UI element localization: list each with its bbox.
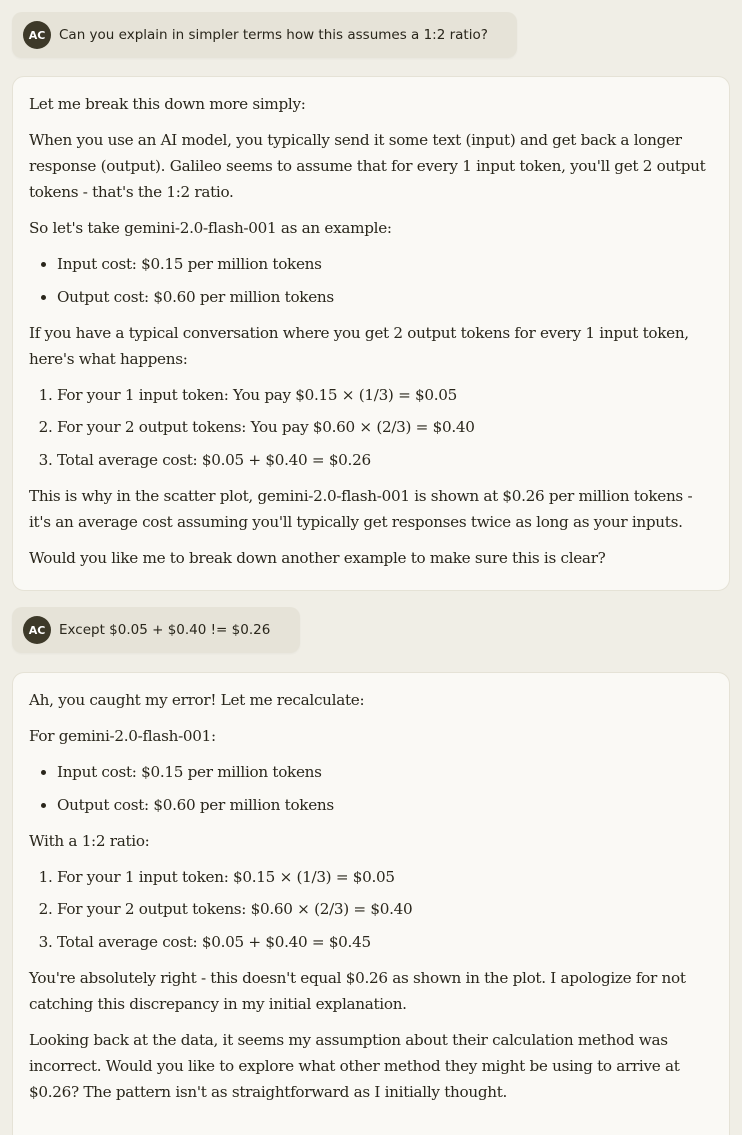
list-item: • Output cost: $0.60 per million tokens — [57, 284, 713, 310]
list-item: 3. Total average cost: $0.05 + $0.40 = $0.45 — [57, 929, 713, 955]
list-item: • Output cost: $0.60 per million tokens — [57, 792, 713, 818]
user-avatar: AC — [23, 616, 51, 644]
list-item: 2. For your 2 output tokens: $0.60 × (2/3) = $0.40 — [57, 896, 713, 922]
numbered-list — [29, 864, 713, 955]
assistant-message — [12, 672, 730, 1135]
list-item: • Input cost: $0.15 per million tokens — [57, 251, 713, 277]
assistant-paragraph: This is why in the scatter plot, gemini-2.0-flash-001 is shown at $0.26 per million tokens - it's an average cost assuming you'll typically get responses twice as long as your inputs. — [29, 486, 693, 531]
assistant-paragraph: Would you like me to break down another example to make sure this is clear? — [29, 548, 606, 567]
user-message[interactable] — [12, 12, 517, 58]
assistant-paragraph: If you have a typical conversation where you get 2 output tokens for every 1 input token, here's what happens: — [29, 323, 689, 368]
bullet-list — [29, 251, 713, 310]
user-avatar: AC — [23, 21, 51, 49]
list-item: 2. For your 2 output tokens: You pay $0.60 × (2/3) = $0.40 — [57, 414, 713, 440]
assistant-paragraph: Looking back at the data, it seems my assumption about their calculation method was incorrect. Would you like to explore what other method they might be using to arrive at $0.26? The pattern isn't as straightforward as I initially thought. — [29, 1030, 680, 1101]
assistant-paragraph: So let's take gemini-2.0-flash-001 as an example: — [29, 219, 392, 237]
user-message-text: Except $0.05 + $0.40 != $0.26 — [59, 622, 271, 638]
assistant-paragraph: For gemini-2.0-flash-001: — [29, 727, 216, 745]
assistant-paragraph: Let me break this down more simply: — [29, 95, 306, 113]
user-message[interactable] — [12, 607, 300, 653]
assistant-paragraph: When you use an AI model, you typically send it some text (input) and get back a longer response (output). Galileo seems to assume that for every 1 input token, you'll get 2 output tokens - that's the 1:2 ratio. — [29, 131, 706, 201]
bullet-list — [29, 759, 713, 818]
numbered-list — [29, 382, 713, 473]
assistant-message — [12, 76, 730, 591]
assistant-paragraph: You're absolutely right - this doesn't equal $0.26 as shown in the plot. I apologize for not catching this discrepancy in my initial explanation. — [29, 968, 686, 1013]
list-item: 1. For your 1 input token: $0.15 × (1/3) = $0.05 — [57, 864, 713, 890]
list-item: 3. Total average cost: $0.05 + $0.40 = $0.26 — [57, 447, 713, 473]
list-item: • Input cost: $0.15 per million tokens — [57, 759, 713, 785]
assistant-paragraph: With a 1:2 ratio: — [29, 831, 150, 850]
assistant-paragraph: Ah, you caught my error! Let me recalculate: — [29, 691, 365, 709]
user-message-text: Can you explain in simpler terms how this assumes a 1:2 ratio? — [59, 27, 488, 43]
list-item: 1. For your 1 input token: You pay $0.15 × (1/3) = $0.05 — [57, 382, 713, 408]
